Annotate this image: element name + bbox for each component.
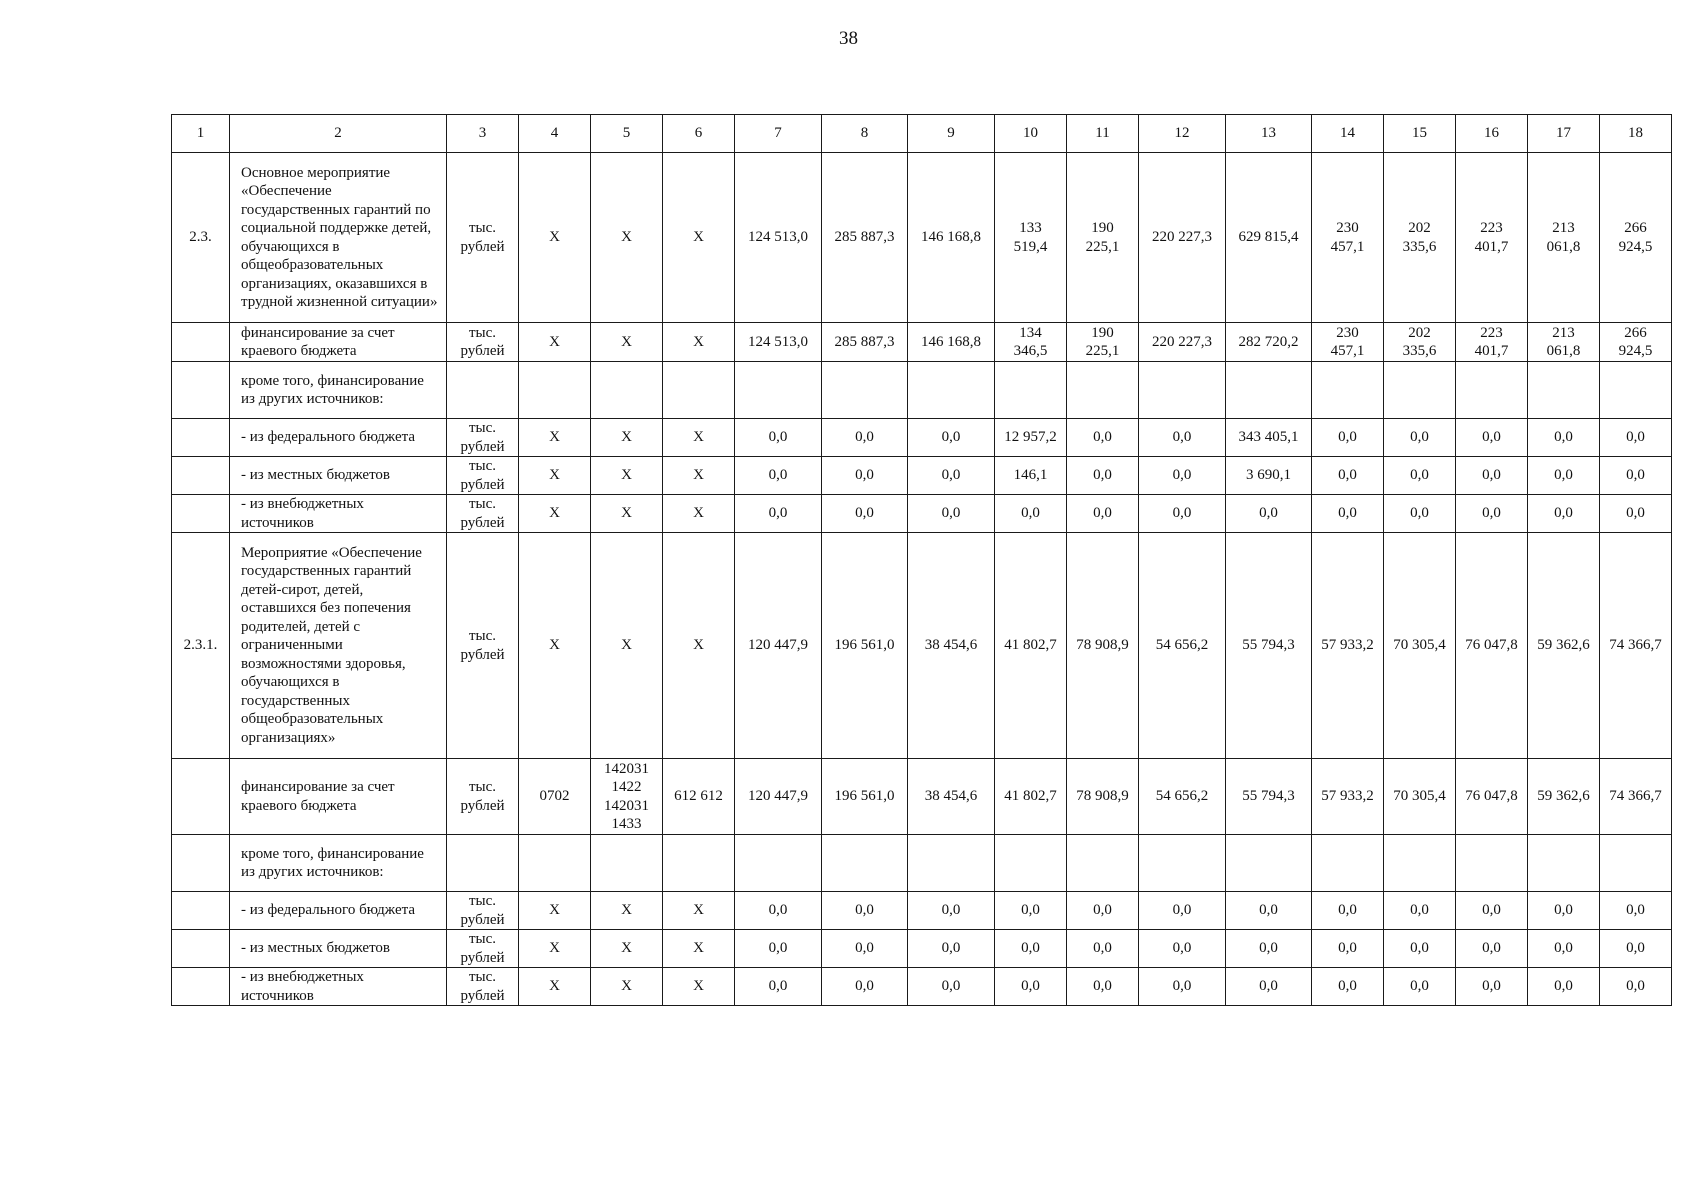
unit: тыс. рублей <box>447 457 519 495</box>
amount-year-col-17 <box>1528 835 1600 892</box>
amount-year-col-16: 76 047,8 <box>1456 533 1528 759</box>
amount-year-col-7 <box>735 835 822 892</box>
row-name: - из федерального бюджета <box>230 892 447 930</box>
amount-year-col-18: 74 366,7 <box>1600 533 1672 759</box>
amount-year-col-17: 0,0 <box>1528 495 1600 533</box>
amount-year-col-7: 124 513,0 <box>735 153 822 323</box>
row-code <box>172 835 230 892</box>
amount-year-col-17: 0,0 <box>1528 457 1600 495</box>
amount-year-col-15: 0,0 <box>1384 419 1456 457</box>
target-code: X <box>591 419 663 457</box>
column-number: 1 <box>172 115 230 153</box>
amount-year-col-16: 223 401,7 <box>1456 153 1528 323</box>
amount-year-col-16 <box>1456 835 1528 892</box>
amount-year-col-7: 0,0 <box>735 495 822 533</box>
target-code: X <box>591 968 663 1006</box>
amount-year-col-16: 0,0 <box>1456 968 1528 1006</box>
amount-year-col-10: 134 346,5 <box>995 323 1067 362</box>
target-code: X <box>591 153 663 323</box>
amount-year-col-13: 0,0 <box>1226 495 1312 533</box>
amount-year-col-8: 0,0 <box>822 930 908 968</box>
column-number: 2 <box>230 115 447 153</box>
column-number: 16 <box>1456 115 1528 153</box>
row-code <box>172 323 230 362</box>
amount-year-col-7: 0,0 <box>735 930 822 968</box>
expense-type: X <box>663 495 735 533</box>
amount-year-col-16: 0,0 <box>1456 419 1528 457</box>
amount-year-col-15: 0,0 <box>1384 968 1456 1006</box>
amount-year-col-16 <box>1456 362 1528 419</box>
amount-year-col-14: 57 933,2 <box>1312 759 1384 835</box>
amount-year-col-14: 57 933,2 <box>1312 533 1384 759</box>
amount-year-col-8: 285 887,3 <box>822 153 908 323</box>
amount-year-col-8 <box>822 362 908 419</box>
amount-year-col-13: 55 794,3 <box>1226 759 1312 835</box>
amount-year-col-10: 0,0 <box>995 968 1067 1006</box>
amount-year-col-9: 146 168,8 <box>908 323 995 362</box>
row-code <box>172 930 230 968</box>
row-code <box>172 419 230 457</box>
section-code: 0702 <box>519 759 591 835</box>
amount-year-col-11: 78 908,9 <box>1067 759 1139 835</box>
table-row <box>172 968 1672 1006</box>
amount-year-col-10: 41 802,7 <box>995 533 1067 759</box>
expense-type <box>663 362 735 419</box>
amount-year-col-15: 0,0 <box>1384 495 1456 533</box>
amount-year-col-8: 0,0 <box>822 457 908 495</box>
column-number: 12 <box>1139 115 1226 153</box>
amount-year-col-16: 0,0 <box>1456 892 1528 930</box>
unit <box>447 362 519 419</box>
row-name: кроме того, финансирование из других источников: <box>230 362 447 419</box>
amount-year-col-9: 38 454,6 <box>908 759 995 835</box>
amount-year-col-13: 3 690,1 <box>1226 457 1312 495</box>
amount-year-col-17: 0,0 <box>1528 968 1600 1006</box>
amount-year-col-9: 0,0 <box>908 495 995 533</box>
unit: тыс. рублей <box>447 533 519 759</box>
expense-type: X <box>663 930 735 968</box>
amount-year-col-9: 0,0 <box>908 892 995 930</box>
table-row <box>172 153 1672 323</box>
amount-year-col-18: 0,0 <box>1600 457 1672 495</box>
row-code <box>172 495 230 533</box>
column-number: 7 <box>735 115 822 153</box>
amount-year-col-13: 0,0 <box>1226 930 1312 968</box>
column-number: 11 <box>1067 115 1139 153</box>
unit: тыс. рублей <box>447 495 519 533</box>
table-row <box>172 892 1672 930</box>
amount-year-col-11 <box>1067 835 1139 892</box>
column-number: 9 <box>908 115 995 153</box>
amount-year-col-11: 0,0 <box>1067 892 1139 930</box>
amount-year-col-14: 230 457,1 <box>1312 153 1384 323</box>
amount-year-col-18: 0,0 <box>1600 419 1672 457</box>
amount-year-col-17: 213 061,8 <box>1528 323 1600 362</box>
page-number: 38 <box>839 28 858 49</box>
target-code: X <box>591 930 663 968</box>
table-row <box>172 495 1672 533</box>
amount-year-col-15: 70 305,4 <box>1384 759 1456 835</box>
amount-year-col-17: 0,0 <box>1528 930 1600 968</box>
table-row <box>172 362 1672 419</box>
expense-type: X <box>663 457 735 495</box>
amount-year-col-17: 213 061,8 <box>1528 153 1600 323</box>
row-code <box>172 968 230 1006</box>
amount-year-col-8: 196 561,0 <box>822 533 908 759</box>
column-number: 18 <box>1600 115 1672 153</box>
amount-year-col-15 <box>1384 362 1456 419</box>
column-number: 4 <box>519 115 591 153</box>
amount-year-col-11: 190 225,1 <box>1067 153 1139 323</box>
amount-year-col-7 <box>735 362 822 419</box>
amount-year-col-11: 0,0 <box>1067 457 1139 495</box>
table-row <box>172 835 1672 892</box>
target-code <box>591 835 663 892</box>
amount-year-col-14: 0,0 <box>1312 457 1384 495</box>
amount-year-col-12: 0,0 <box>1139 495 1226 533</box>
amount-year-col-17: 59 362,6 <box>1528 533 1600 759</box>
section-code <box>519 835 591 892</box>
amount-year-col-7: 120 447,9 <box>735 759 822 835</box>
row-code <box>172 892 230 930</box>
unit: тыс. рублей <box>447 968 519 1006</box>
amount-year-col-11: 0,0 <box>1067 968 1139 1006</box>
amount-year-col-17 <box>1528 362 1600 419</box>
column-number: 6 <box>663 115 735 153</box>
amount-year-col-15: 202 335,6 <box>1384 323 1456 362</box>
amount-year-col-9: 146 168,8 <box>908 153 995 323</box>
amount-year-col-14 <box>1312 362 1384 419</box>
table-row <box>172 930 1672 968</box>
target-code: X <box>591 457 663 495</box>
row-code: 2.3. <box>172 153 230 323</box>
table-row <box>172 323 1672 362</box>
row-code <box>172 362 230 419</box>
expense-type: 612 612 <box>663 759 735 835</box>
amount-year-col-12: 220 227,3 <box>1139 323 1226 362</box>
expense-type: X <box>663 968 735 1006</box>
amount-year-col-11: 190 225,1 <box>1067 323 1139 362</box>
amount-year-col-13: 55 794,3 <box>1226 533 1312 759</box>
row-name: финансирование за счет краевого бюджета <box>230 759 447 835</box>
amount-year-col-15: 70 305,4 <box>1384 533 1456 759</box>
amount-year-col-13: 0,0 <box>1226 968 1312 1006</box>
amount-year-col-15: 0,0 <box>1384 930 1456 968</box>
amount-year-col-18 <box>1600 362 1672 419</box>
amount-year-col-10: 0,0 <box>995 495 1067 533</box>
amount-year-col-12: 54 656,2 <box>1139 759 1226 835</box>
amount-year-col-14: 0,0 <box>1312 968 1384 1006</box>
target-code: 142031 1422 142031 1433 <box>591 759 663 835</box>
amount-year-col-12 <box>1139 362 1226 419</box>
table-row <box>172 759 1672 835</box>
section-code: X <box>519 968 591 1006</box>
amount-year-col-9: 38 454,6 <box>908 533 995 759</box>
amount-year-col-10: 0,0 <box>995 930 1067 968</box>
row-name: кроме того, финансирование из других источников: <box>230 835 447 892</box>
section-code: X <box>519 419 591 457</box>
amount-year-col-11: 0,0 <box>1067 495 1139 533</box>
column-number: 13 <box>1226 115 1312 153</box>
target-code <box>591 362 663 419</box>
amount-year-col-11: 78 908,9 <box>1067 533 1139 759</box>
section-code <box>519 362 591 419</box>
column-number: 8 <box>822 115 908 153</box>
target-code: X <box>591 495 663 533</box>
amount-year-col-12 <box>1139 835 1226 892</box>
row-code <box>172 457 230 495</box>
section-code: X <box>519 533 591 759</box>
unit: тыс. рублей <box>447 759 519 835</box>
amount-year-col-15: 202 335,6 <box>1384 153 1456 323</box>
row-name: Основное мероприятие «Обеспечение государственных гарантий по социальной поддержке детей, обучающихся в общеобразовательных организациях, оказавшихся в трудной жизненной ситуации» <box>230 153 447 323</box>
amount-year-col-12: 0,0 <box>1139 968 1226 1006</box>
row-code <box>172 759 230 835</box>
column-number: 14 <box>1312 115 1384 153</box>
amount-year-col-8: 0,0 <box>822 892 908 930</box>
amount-year-col-13: 282 720,2 <box>1226 323 1312 362</box>
amount-year-col-18: 0,0 <box>1600 495 1672 533</box>
expense-type: X <box>663 533 735 759</box>
unit: тыс. рублей <box>447 930 519 968</box>
amount-year-col-12: 220 227,3 <box>1139 153 1226 323</box>
amount-year-col-11 <box>1067 362 1139 419</box>
amount-year-col-10: 0,0 <box>995 892 1067 930</box>
amount-year-col-14: 0,0 <box>1312 419 1384 457</box>
amount-year-col-10 <box>995 362 1067 419</box>
amount-year-col-18: 74 366,7 <box>1600 759 1672 835</box>
target-code: X <box>591 892 663 930</box>
amount-year-col-14: 0,0 <box>1312 495 1384 533</box>
amount-year-col-10: 146,1 <box>995 457 1067 495</box>
amount-year-col-8: 0,0 <box>822 968 908 1006</box>
target-code: X <box>591 533 663 759</box>
amount-year-col-14 <box>1312 835 1384 892</box>
amount-year-col-12: 0,0 <box>1139 930 1226 968</box>
amount-year-col-18 <box>1600 835 1672 892</box>
amount-year-col-9 <box>908 835 995 892</box>
table-row <box>172 533 1672 759</box>
amount-year-col-16: 76 047,8 <box>1456 759 1528 835</box>
amount-year-col-9: 0,0 <box>908 457 995 495</box>
column-number: 5 <box>591 115 663 153</box>
amount-year-col-14: 0,0 <box>1312 930 1384 968</box>
amount-year-col-13: 343 405,1 <box>1226 419 1312 457</box>
amount-year-col-18: 0,0 <box>1600 892 1672 930</box>
section-code: X <box>519 457 591 495</box>
column-number: 3 <box>447 115 519 153</box>
expense-type <box>663 835 735 892</box>
table-body <box>172 115 1672 1006</box>
amount-year-col-12: 0,0 <box>1139 457 1226 495</box>
amount-year-col-8: 285 887,3 <box>822 323 908 362</box>
table-row <box>172 419 1672 457</box>
amount-year-col-14: 230 457,1 <box>1312 323 1384 362</box>
amount-year-col-7: 0,0 <box>735 892 822 930</box>
amount-year-col-8: 0,0 <box>822 495 908 533</box>
amount-year-col-11: 0,0 <box>1067 930 1139 968</box>
amount-year-col-8 <box>822 835 908 892</box>
amount-year-col-10 <box>995 835 1067 892</box>
amount-year-col-13 <box>1226 835 1312 892</box>
row-name: Мероприятие «Обеспечение государственных гарантий детей-сирот, детей, оставшихся без попечения родителей, детей с ограниченными возможностями здоровья, обучающихся в государственных общеобразовательных организациях» <box>230 533 447 759</box>
row-code: 2.3.1. <box>172 533 230 759</box>
amount-year-col-16: 0,0 <box>1456 457 1528 495</box>
column-number: 17 <box>1528 115 1600 153</box>
expense-type: X <box>663 153 735 323</box>
expense-type: X <box>663 419 735 457</box>
amount-year-col-7: 0,0 <box>735 419 822 457</box>
row-name: - из местных бюджетов <box>230 930 447 968</box>
amount-year-col-11: 0,0 <box>1067 419 1139 457</box>
amount-year-col-16: 223 401,7 <box>1456 323 1528 362</box>
row-name: финансирование за счет краевого бюджета <box>230 323 447 362</box>
amount-year-col-12: 0,0 <box>1139 892 1226 930</box>
amount-year-col-9: 0,0 <box>908 930 995 968</box>
amount-year-col-18: 0,0 <box>1600 930 1672 968</box>
row-name: - из внебюджетных источников <box>230 968 447 1006</box>
amount-year-col-7: 0,0 <box>735 457 822 495</box>
amount-year-col-12: 54 656,2 <box>1139 533 1226 759</box>
amount-year-col-17: 59 362,6 <box>1528 759 1600 835</box>
expense-type: X <box>663 892 735 930</box>
section-code: X <box>519 892 591 930</box>
unit: тыс. рублей <box>447 892 519 930</box>
amount-year-col-13 <box>1226 362 1312 419</box>
amount-year-col-7: 0,0 <box>735 968 822 1006</box>
section-code: X <box>519 153 591 323</box>
amount-year-col-14: 0,0 <box>1312 892 1384 930</box>
amount-year-col-12: 0,0 <box>1139 419 1226 457</box>
amount-year-col-18: 266 924,5 <box>1600 153 1672 323</box>
amount-year-col-15: 0,0 <box>1384 457 1456 495</box>
section-code: X <box>519 495 591 533</box>
amount-year-col-8: 0,0 <box>822 419 908 457</box>
section-code: X <box>519 323 591 362</box>
amount-year-col-8: 196 561,0 <box>822 759 908 835</box>
amount-year-col-16: 0,0 <box>1456 495 1528 533</box>
amount-year-col-18: 266 924,5 <box>1600 323 1672 362</box>
row-name: - из местных бюджетов <box>230 457 447 495</box>
amount-year-col-9 <box>908 362 995 419</box>
table-row <box>172 457 1672 495</box>
section-code: X <box>519 930 591 968</box>
unit: тыс. рублей <box>447 153 519 323</box>
unit: тыс. рублей <box>447 323 519 362</box>
amount-year-col-10: 41 802,7 <box>995 759 1067 835</box>
amount-year-col-7: 120 447,9 <box>735 533 822 759</box>
amount-year-col-15: 0,0 <box>1384 892 1456 930</box>
row-name: - из федерального бюджета <box>230 419 447 457</box>
target-code: X <box>591 323 663 362</box>
amount-year-col-13: 0,0 <box>1226 892 1312 930</box>
expense-type: X <box>663 323 735 362</box>
amount-year-col-10: 12 957,2 <box>995 419 1067 457</box>
amount-year-col-9: 0,0 <box>908 968 995 1006</box>
unit <box>447 835 519 892</box>
row-name: - из внебюджетных источников <box>230 495 447 533</box>
column-number-row <box>172 115 1672 153</box>
column-number: 10 <box>995 115 1067 153</box>
amount-year-col-15 <box>1384 835 1456 892</box>
amount-year-col-13: 629 815,4 <box>1226 153 1312 323</box>
amount-year-col-17: 0,0 <box>1528 419 1600 457</box>
amount-year-col-10: 133 519,4 <box>995 153 1067 323</box>
amount-year-col-17: 0,0 <box>1528 892 1600 930</box>
amount-year-col-9: 0,0 <box>908 419 995 457</box>
budget-table <box>171 114 1672 1006</box>
amount-year-col-7: 124 513,0 <box>735 323 822 362</box>
unit: тыс. рублей <box>447 419 519 457</box>
column-number: 15 <box>1384 115 1456 153</box>
amount-year-col-16: 0,0 <box>1456 930 1528 968</box>
amount-year-col-18: 0,0 <box>1600 968 1672 1006</box>
